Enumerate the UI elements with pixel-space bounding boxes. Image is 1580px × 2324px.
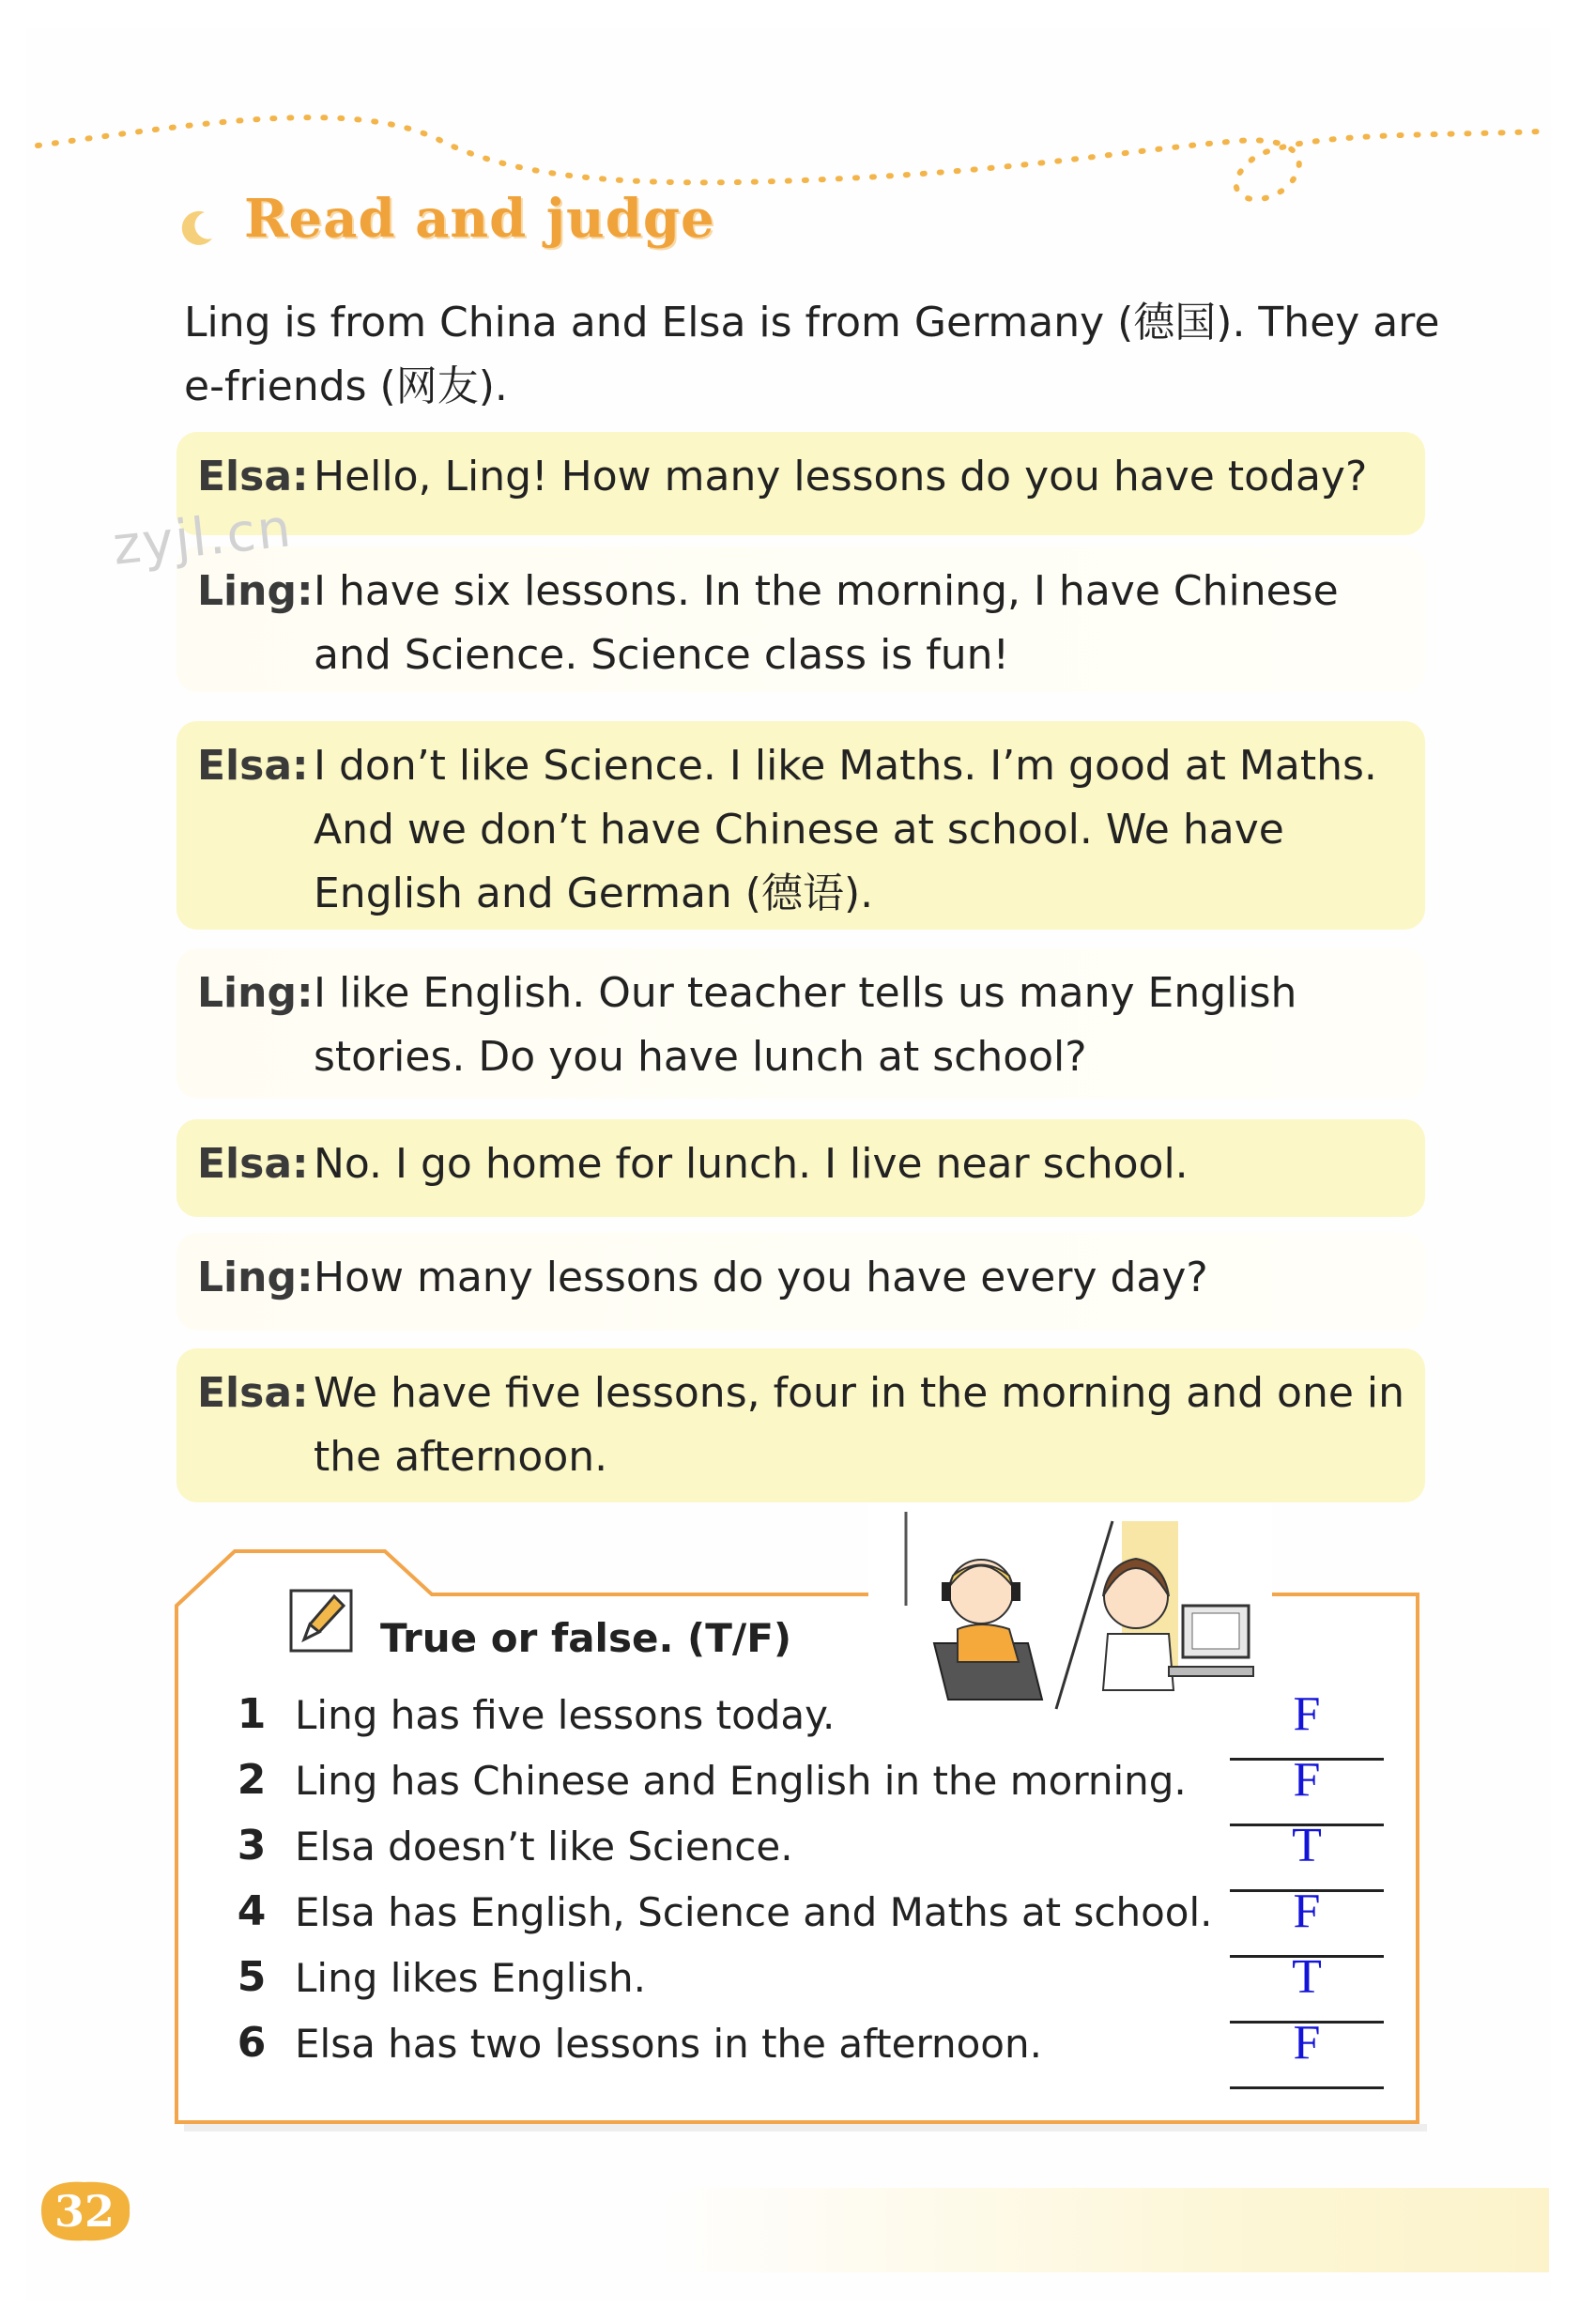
quiz-title: True or false. (T/F): [380, 1615, 792, 1661]
dialogue-text: Hello, Ling! How many lessons do you have today?: [314, 453, 1368, 500]
answer-blank[interactable]: [1230, 1950, 1384, 2024]
question-number: 1: [237, 1690, 267, 1738]
answer-blank[interactable]: [1230, 1885, 1384, 1958]
question-number: 5: [237, 1953, 267, 2001]
dialogue-text: We have five lessons, four in the morning and one in the afternoon.: [314, 1369, 1405, 1481]
question-number: 4: [237, 1887, 267, 1935]
bottom-decoration: [657, 2188, 1549, 2272]
answer-blank[interactable]: [1230, 1687, 1384, 1761]
dialogue-turn: [176, 721, 1425, 930]
dialogue-text: I have six lessons. In the morning, I have Chinese and Science. Science class is fun!: [314, 567, 1339, 679]
question-text: Elsa has two lessons in the afternoon.: [295, 2021, 1042, 2067]
question-text: Ling has five lessons today.: [295, 1692, 836, 1738]
speaker-label: Ling:: [197, 567, 314, 615]
dialogue-turn: [176, 546, 1425, 692]
kids-computer-illustration: [868, 1502, 1272, 1718]
speaker-label: Ling:: [197, 969, 314, 1017]
dialogue-turn: [176, 1119, 1425, 1217]
dialogue-turn: [176, 1233, 1425, 1331]
section-title: Read and judge: [244, 188, 715, 250]
answer-value: F: [1293, 1753, 1321, 1807]
question-text: Ling has Chinese and English in the morning.: [295, 1758, 1187, 1804]
speaker-label: Elsa:: [197, 453, 309, 500]
dialogue-turn: [176, 432, 1425, 535]
answer-value: F: [1293, 2016, 1321, 2070]
question-number: 6: [237, 2019, 267, 2067]
speaker-label: Ling:: [197, 1254, 314, 1301]
speaker-label: Elsa:: [197, 1140, 309, 1188]
answer-blank[interactable]: [1230, 1819, 1384, 1892]
pencil-icon: [287, 1587, 355, 1655]
moon-icon: [176, 207, 218, 248]
question-number: 2: [237, 1756, 267, 1804]
question-text: Elsa doesn’t like Science.: [295, 1824, 793, 1870]
answer-value: F: [1293, 1687, 1321, 1741]
watermark: zyjl.cn: [110, 498, 296, 577]
speaker-label: Elsa:: [197, 1369, 309, 1417]
dialogue-text: No. I go home for lunch. I live near school.: [314, 1140, 1189, 1188]
dialogue-text: I don’t like Science. I like Maths. I’m good at Maths. And we don’t have Chinese at school. We have English and German (德语).: [314, 742, 1377, 917]
intro-text: Ling is from China and Elsa is from Germany (德国). They are e-friends (网友).: [184, 299, 1440, 410]
answer-blank[interactable]: [1230, 2016, 1384, 2089]
page-number-badge: [34, 2177, 135, 2244]
question-number: 3: [237, 1822, 267, 1870]
dialogue-turn: [176, 948, 1425, 1099]
question-text: Ling likes English.: [295, 1955, 646, 2001]
answer-value: T: [1292, 1819, 1322, 1872]
question-text: Elsa has English, Science and Maths at school.: [295, 1889, 1213, 1935]
answer-value: F: [1293, 1885, 1321, 1938]
dialogue-text: How many lessons do you have every day?: [314, 1254, 1208, 1301]
page-number: 32: [54, 2186, 115, 2237]
answer-blank[interactable]: [1230, 1753, 1384, 1826]
answer-value: T: [1292, 1950, 1322, 2004]
speaker-label: Elsa:: [197, 742, 309, 790]
dialogue-turn: [176, 1348, 1425, 1502]
dialogue-text: I like English. Our teacher tells us many English stories. Do you have lunch at school?: [314, 969, 1297, 1081]
